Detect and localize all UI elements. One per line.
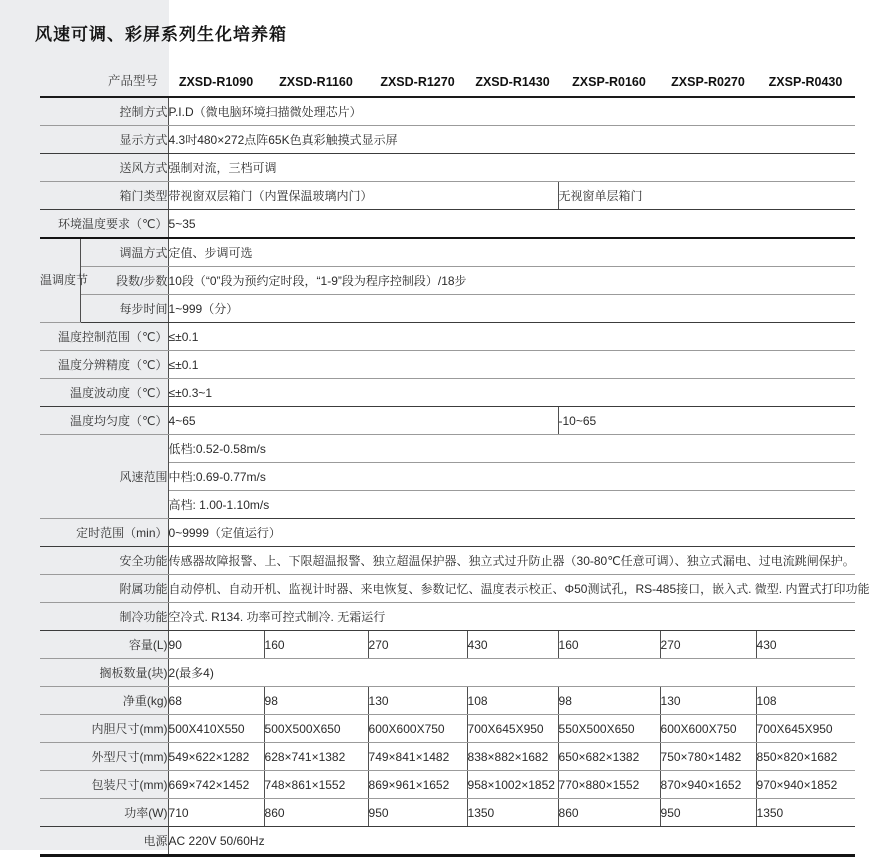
table-row [40,687,855,715]
spec-cell: 68 [168,687,264,715]
spec-label: 电源 [40,827,168,856]
spec-cell: 860 [558,799,660,827]
table-row [40,519,855,547]
spec-label: 定时范围（min） [40,519,168,547]
spec-cell: 770×880×1552 [558,771,660,799]
spec-label: 净重(kg) [40,687,168,715]
spec-label: 内胆尺寸(mm) [40,715,168,743]
spec-cell: 749×841×1482 [368,743,467,771]
spec-value-zxsp: -10~65 [558,407,855,435]
spec-label: 附属功能 [40,575,168,603]
table-row [40,603,855,631]
spec-cell: 850×820×1682 [756,743,855,771]
spec-label: 每步时间 [80,295,168,323]
table-row [40,771,855,799]
spec-cell: 700X645X950 [756,715,855,743]
spec-value: 中档:0.69-0.77m/s [168,463,855,491]
spec-label: 制冷功能 [40,603,168,631]
spec-cell: 650×682×1382 [558,743,660,771]
table-row [40,238,855,267]
spec-label: 段数/步数 [80,267,168,295]
page-title: 风速可调、彩屏系列生化培养箱 [35,25,287,44]
spec-value: ≤±0.3~1 [168,379,855,407]
spec-value: 自动停机、自动开机、监视计时器、来电恢复、参数记忆、温度表示校正、Φ50测试孔，RS-485接口，嵌入式. 微型. 内置式打印功能 [168,575,855,603]
spec-cell: 600X600X750 [368,715,467,743]
spec-value: ≤±0.1 [168,351,855,379]
model-header: ZXSD-R1430 [475,75,550,89]
spec-label: 箱门类型 [40,182,168,210]
spec-value: 强制对流，三档可调 [168,154,855,182]
table-row [40,715,855,743]
spec-cell: 270 [368,631,467,659]
spec-group-label: 温调度节 [40,238,80,323]
spec-value: 5~35 [168,210,855,239]
spec-value: 10段（“0”段为预约定时段，“1-9”段为程序控制段）/18步 [168,267,855,295]
spec-cell: 108 [756,687,855,715]
spec-label: 包装尺寸(mm) [40,771,168,799]
spec-cell: 600X600X750 [660,715,756,743]
table-row [40,351,855,379]
table-row [40,799,855,827]
spec-label: 安全功能 [40,547,168,575]
model-header: ZXSP-R0430 [768,75,843,89]
table-row [40,743,855,771]
spec-label: 容量(L) [40,631,168,659]
spec-cell: 748×861×1552 [264,771,368,799]
spec-label: 外型尺寸(mm) [40,743,168,771]
spec-label: 搁板数量(块) [40,659,168,687]
spec-value: P.I.D（微电脑环境扫描微处理芯片） [168,97,855,126]
spec-label: 控制方式 [40,97,168,126]
model-header: ZXSD-R1160 [279,75,353,89]
spec-cell: 430 [467,631,558,659]
spec-cell: 1350 [467,799,558,827]
spec-cell: 958×1002×1852 [467,771,558,799]
model-header: ZXSP-R0270 [671,75,745,89]
table-row [40,267,855,295]
spec-value: 低档:0.52-0.58m/s [168,435,855,463]
spec-label: 显示方式 [40,126,168,154]
spec-cell: 108 [467,687,558,715]
spec-value: ≤±0.1 [168,323,855,351]
model-header-row [40,71,874,89]
spec-value-zxsp: 无视窗单层箱门 [558,182,855,210]
table-row [40,827,855,856]
table-row [40,154,855,182]
spec-cell: 860 [264,799,368,827]
spec-label: 温度均匀度（℃） [40,407,168,435]
spec-cell: 500X500X650 [264,715,368,743]
spec-value: AC 220V 50/60Hz [168,827,855,856]
spec-label: 风速范围 [40,435,168,519]
table-row [40,182,855,210]
spec-label: 调温方式 [80,238,168,267]
spec-value: 定值、步调可选 [168,238,855,267]
spec-cell: 130 [660,687,756,715]
spec-label: 环境温度要求（℃） [40,210,168,239]
spec-cell: 750×780×1482 [660,743,756,771]
spec-cell: 870×940×1652 [660,771,756,799]
model-header: ZXSP-R0160 [572,75,646,89]
spec-cell: 628×741×1382 [264,743,368,771]
model-header: ZXSD-R1090 [178,75,254,89]
product-model-label: 产品型号 [107,74,158,88]
table-row [40,407,855,435]
spec-cell: 430 [756,631,855,659]
spec-cell: 869×961×1652 [368,771,467,799]
spec-value: 1~999（分） [168,295,855,323]
table-row [40,97,855,126]
spec-cell: 90 [168,631,264,659]
spec-cell: 130 [368,687,467,715]
spec-cell: 160 [558,631,660,659]
spec-value: 0~9999（定值运行） [168,519,855,547]
spec-cell: 98 [558,687,660,715]
spec-value: 空冷式. R134. 功率可控式制冷. 无霜运行 [168,603,855,631]
spec-cell: 970×940×1852 [756,771,855,799]
table-row [40,547,855,575]
spec-cell: 710 [168,799,264,827]
table-row [40,575,855,603]
spec-cell: 160 [264,631,368,659]
table-row [40,659,855,687]
table-row [40,210,855,239]
spec-value: 2(最多4) [168,659,855,687]
spec-label: 温度控制范围（℃） [40,323,168,351]
spec-label: 温度分辨精度（℃） [40,351,168,379]
spec-cell: 270 [660,631,756,659]
spec-value: 传感器故障报警、上、下限超温报警、独立超温保护器、独立式过升防止器（30-80℃任意可调）、独立式漏电、过电流跳闸保护。 [168,547,855,575]
spec-cell: 950 [660,799,756,827]
spec-cell: 669×742×1452 [168,771,264,799]
spec-cell: 98 [264,687,368,715]
spec-cell: 549×622×1282 [168,743,264,771]
spec-value: 4.3吋480×272点阵65K色真彩触摸式显示屏 [168,126,855,154]
spec-value: 高档: 1.00-1.10m/s [168,491,855,519]
table-row [40,379,855,407]
spec-cell: 1350 [756,799,855,827]
spec-value-zxsd: 4~65 [168,407,558,435]
table-row [40,295,855,323]
spec-cell: 500X410X550 [168,715,264,743]
table-row [40,435,855,463]
spec-label: 温度波动度（℃） [40,379,168,407]
spec-table [40,96,870,857]
spec-cell: 700X645X950 [467,715,558,743]
spec-cell: 950 [368,799,467,827]
table-row [40,323,855,351]
spec-cell: 550X500X650 [558,715,660,743]
spec-cell: 838×882×1682 [467,743,558,771]
spec-label: 功率(W) [40,799,168,827]
table-row [40,126,855,154]
model-header: ZXSD-R1270 [380,75,455,89]
spec-label: 送风方式 [40,154,168,182]
table-row [40,631,855,659]
spec-value-zxsd: 带视窗双层箱门（内置保温玻璃内门） [168,182,558,210]
